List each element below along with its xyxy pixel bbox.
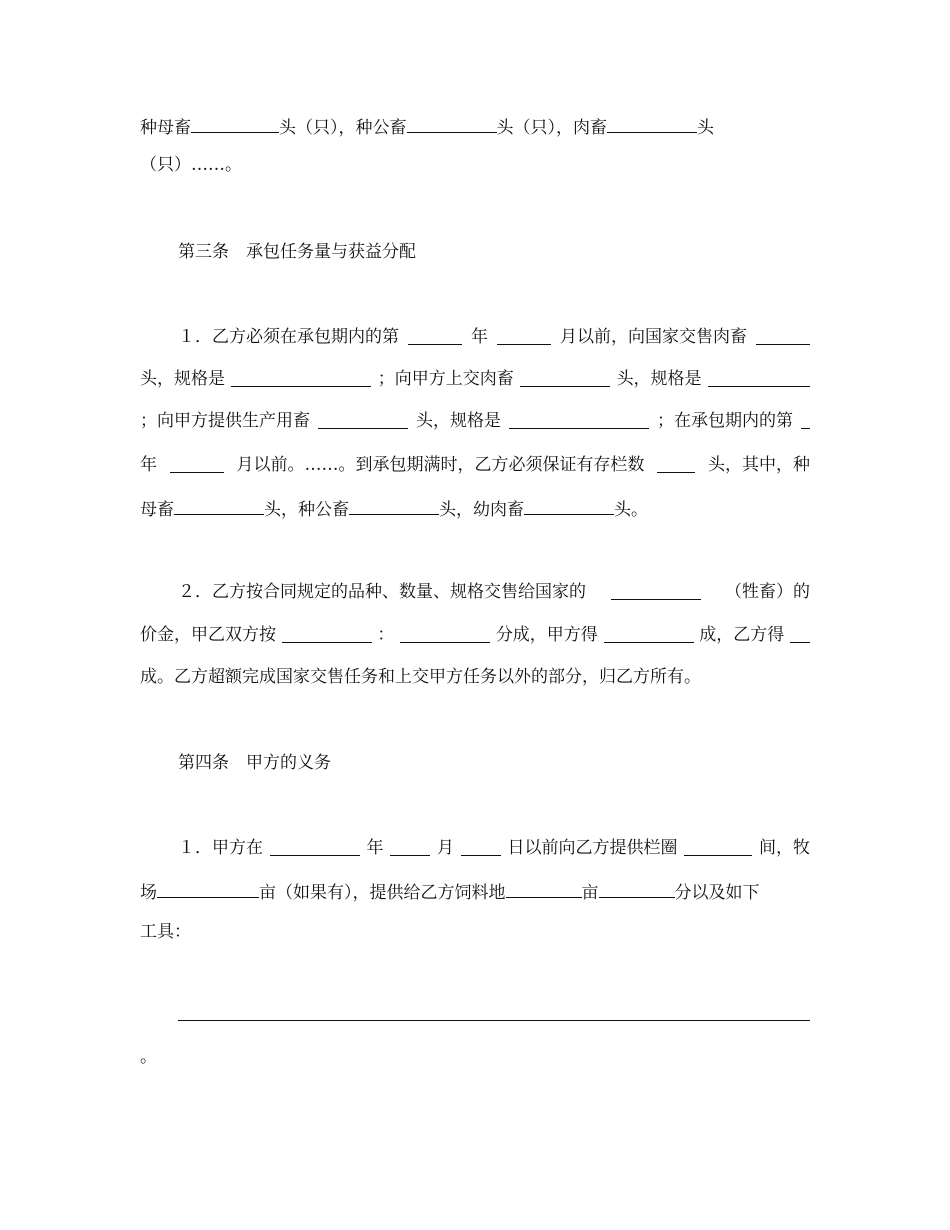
article-heading: 第三条 承包任务量与获益分配	[178, 242, 416, 262]
text: ：	[377, 625, 395, 645]
text: 头	[697, 118, 714, 138]
text: 头，规格是	[140, 369, 225, 389]
text: ；向甲方上交肉畜	[377, 369, 514, 389]
text: 种母畜	[140, 118, 191, 138]
blank-field	[400, 625, 490, 643]
text: 月	[437, 838, 454, 858]
text: 母畜	[140, 500, 174, 520]
text: 头，种公畜	[264, 500, 349, 520]
blank-field	[497, 327, 551, 345]
blank-field	[174, 497, 264, 515]
text: 年	[366, 838, 384, 858]
text-line: 成。乙方超额完成国家交售任务和上交甲方任务以外的部分，归乙方所有。	[140, 667, 701, 687]
text-line	[140, 115, 810, 138]
text: 分成，甲方得	[495, 625, 598, 645]
text: 头（只），种公畜	[279, 118, 407, 138]
text: 分以及如下	[674, 883, 760, 903]
text-line	[140, 369, 810, 389]
text: （牲畜）的	[725, 582, 810, 602]
text-line: 。	[140, 1047, 157, 1067]
text-line: （只）……。	[140, 155, 242, 175]
blank-field	[408, 327, 462, 345]
text-line	[140, 880, 810, 903]
blank-field	[684, 838, 752, 856]
blank-field	[390, 838, 430, 856]
text: 头，规格是	[416, 411, 501, 431]
text: 头，幼肉畜	[439, 500, 524, 520]
blank-field	[349, 497, 439, 515]
text-line	[140, 497, 810, 520]
blank-field	[611, 582, 701, 600]
text: 间，牧	[759, 838, 810, 858]
blank-field	[524, 497, 614, 515]
text: 成，乙方得	[699, 625, 785, 645]
blank-field	[318, 411, 408, 429]
text: 价金，甲乙双方按	[140, 625, 276, 645]
text: １．甲方在	[178, 838, 263, 858]
text: 头（只），肉畜	[496, 118, 607, 138]
text: ２．乙方按合同规定的品种、数量、规格交售给国家的	[178, 582, 586, 602]
blank-field	[282, 625, 372, 643]
text: 年	[471, 327, 488, 347]
text-line	[178, 582, 810, 602]
article-heading: 第四条 甲方的义务	[178, 753, 331, 773]
text-line: 工具：	[140, 922, 191, 942]
text: 月以前，向国家交售肉畜	[560, 327, 747, 347]
text-line	[140, 625, 810, 645]
text: ；在承包期内的第	[657, 411, 793, 431]
blank-field	[708, 369, 810, 387]
blank-field	[461, 838, 501, 856]
text-line	[178, 327, 810, 347]
blank-field	[520, 369, 610, 387]
text: 日以前向乙方提供栏圈	[507, 838, 678, 858]
blank-field	[756, 327, 810, 345]
text-line	[178, 838, 810, 858]
text: ；向甲方提供生产用畜	[140, 411, 310, 431]
blank-field	[407, 115, 497, 133]
fill-in-line	[178, 1020, 810, 1021]
text: 月以前。……。到承包期满时，乙方必须保证有存栏数	[236, 455, 645, 475]
text: 头。	[614, 500, 648, 520]
blank-field	[270, 838, 360, 856]
text: 年	[140, 455, 157, 475]
blank-field	[790, 625, 810, 643]
text-line	[140, 455, 810, 475]
blank-field	[191, 115, 279, 133]
blank-field	[509, 411, 649, 429]
text-line	[140, 411, 810, 431]
text: 亩（如果有），提供给乙方饲料地	[259, 883, 506, 903]
blank-field	[657, 455, 695, 473]
blank-field	[231, 369, 371, 387]
text: 头，规格是	[616, 369, 702, 389]
blank-field	[604, 625, 694, 643]
blank-field	[506, 880, 582, 898]
text: 场	[140, 883, 157, 903]
text: １．乙方必须在承包期内的第	[178, 327, 399, 347]
blank-field	[607, 115, 697, 133]
blank-field	[801, 411, 810, 429]
blank-field	[170, 455, 224, 473]
blank-field	[157, 880, 259, 898]
blank-field	[599, 880, 675, 898]
text: 头，其中，种	[708, 455, 810, 475]
text: 亩	[581, 883, 599, 903]
